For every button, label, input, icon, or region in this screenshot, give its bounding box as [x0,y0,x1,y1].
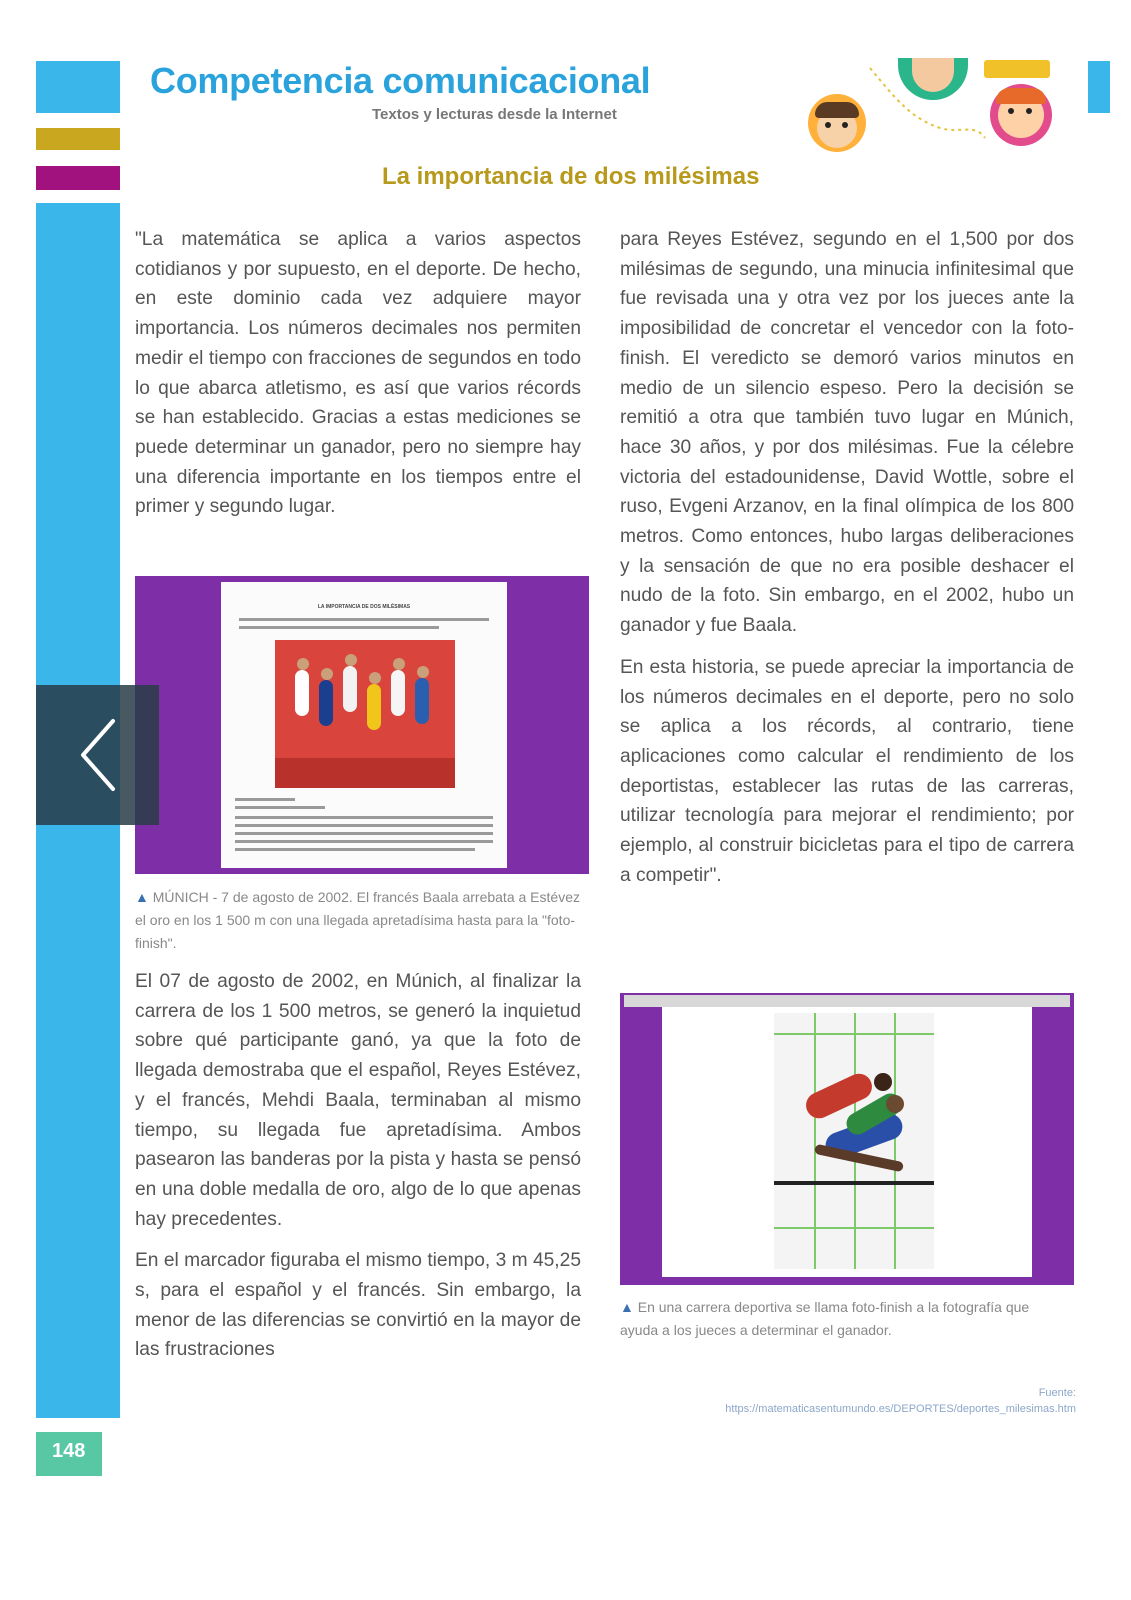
caption-triangle-icon: ▲ [135,889,149,905]
child-face-icon [990,84,1052,146]
paragraph: para Reyes Estévez, segundo en el 1,500 por dos milésimas de segundo, una minucia infinitesimal que fue revisada una y otra vez por los jueces ante la imposibilidad de concretar el vencedor con la foto-finish. El veredicto se demoró varios minutos en medio de un silencio espeso. Pero la decisión se remitió a otra que también tuvo lugar en Múnich, hace 30 años, y por dos milésimas. Fue la célebre victoria del estadounidense, David Wottle, sobre el ruso, Evgeni Arzanov, en la final olímpica de los 800 metros. Como entonces, hubo largas deliberaciones y la sensación de que no era posible deshacer el nudo de la foto. Sin embargo, en el 2002, hubo un ganador y fue Baala. [620,229,1074,637]
decor-strip-gold [36,128,120,150]
paragraph: En el marcador figuraba el mismo tiempo, 3 m 45,25 s, para el español y el francés. Sin embargo, la menor de las diferencias se convirtió en la mayor de las frustraciones [135,1250,581,1361]
source-link[interactable]: Fuente: https://matematicasentumundo.es/DEPORTES/deportes_milesimas.htm [725,1387,1076,1415]
speech-bubble-icon [984,60,1050,78]
screenshot-page [221,582,507,868]
text-column-right [620,225,1074,902]
caption-text: MÚNICH - 7 de agosto de 2002. El francés Baala arrebata a Estévez el oro en los 1 500 m con una llegada apretadísima hasta para la "foto-finish". [135,889,580,951]
caption-text: En una carrera deportiva se llama foto-finish a la fotografía que ayuda a los jueces a determinar el ganador. [620,1299,1030,1338]
section-title: Competencia comunicacional [150,60,651,101]
figure-caption [620,1296,1060,1342]
previous-page-button[interactable] [36,685,159,825]
decor-strip-blue-top [36,61,120,113]
article-title: La importancia de dos milésimas [382,163,760,190]
kids-illustration [800,58,1062,156]
screenshot-window [662,995,1032,1277]
decor-strip-blue-right [1088,61,1110,113]
figure-inner-title: LA IMPORTANCIA DE DOS MILÉSIMAS [317,604,411,610]
text-column-left-lower [135,967,581,1377]
paragraph: En esta historia, se puede apreciar la importancia de los números decimales en el deporte, pero no solo se aplica a los récords, al contrario, tiene aplicaciones como calcular el rendimiento de los deportistas, establecer las rutas de las carreras, utilizar tecnología para mejorar el rendimiento; por ejemplo, al construir bicicletas para el tipo de carrera a competir". [620,656,1074,886]
decor-strip-magenta [36,166,120,190]
paragraph: "La matemática se aplica a varios aspectos cotidianos y por supuesto, en el deporte. De hecho, en este dominio cada vez adquiere mayor importancia. Los números decimales nos permiten medir el tiempo con fracciones de segundos en todo lo que abarca atletismo, es así que varios récords se han establecido. Gracias a estas mediciones se puede determinar un ganador, pero no siempre hay una diferencia importante en los tiempos entre el primer y segundo lugar. [135,229,581,518]
section-subtitle: Textos y lecturas desde la Internet [372,106,617,123]
text-column-left [135,225,581,534]
figure-caption [135,886,581,955]
chevron-left-icon [73,715,123,795]
child-face-icon [808,94,866,152]
figure-photo-finish [620,993,1074,1285]
runners-photo [275,640,455,788]
photo-finish-image [774,1013,934,1269]
paragraph: El 07 de agosto de 2002, en Múnich, al finalizar la carrera de los 1 500 metros, se generó la inquietud sobre qué participante ganó, ya que la foto de llegada demostraba que el español, Reyes Estévez, y el francés, Mehdi Baala, terminaban al mismo tiempo, su llegada fue apretadísima. Ambos pasearon las banderas por la pista y hasta se pensó en una doble medalla de oro, algo de lo que apenas hay precedentes. [135,971,581,1230]
browser-bar [624,995,1070,1007]
figure-webpage-screenshot [135,576,589,874]
caption-triangle-icon: ▲ [620,1299,634,1315]
page-number: 148 [52,1440,86,1462]
